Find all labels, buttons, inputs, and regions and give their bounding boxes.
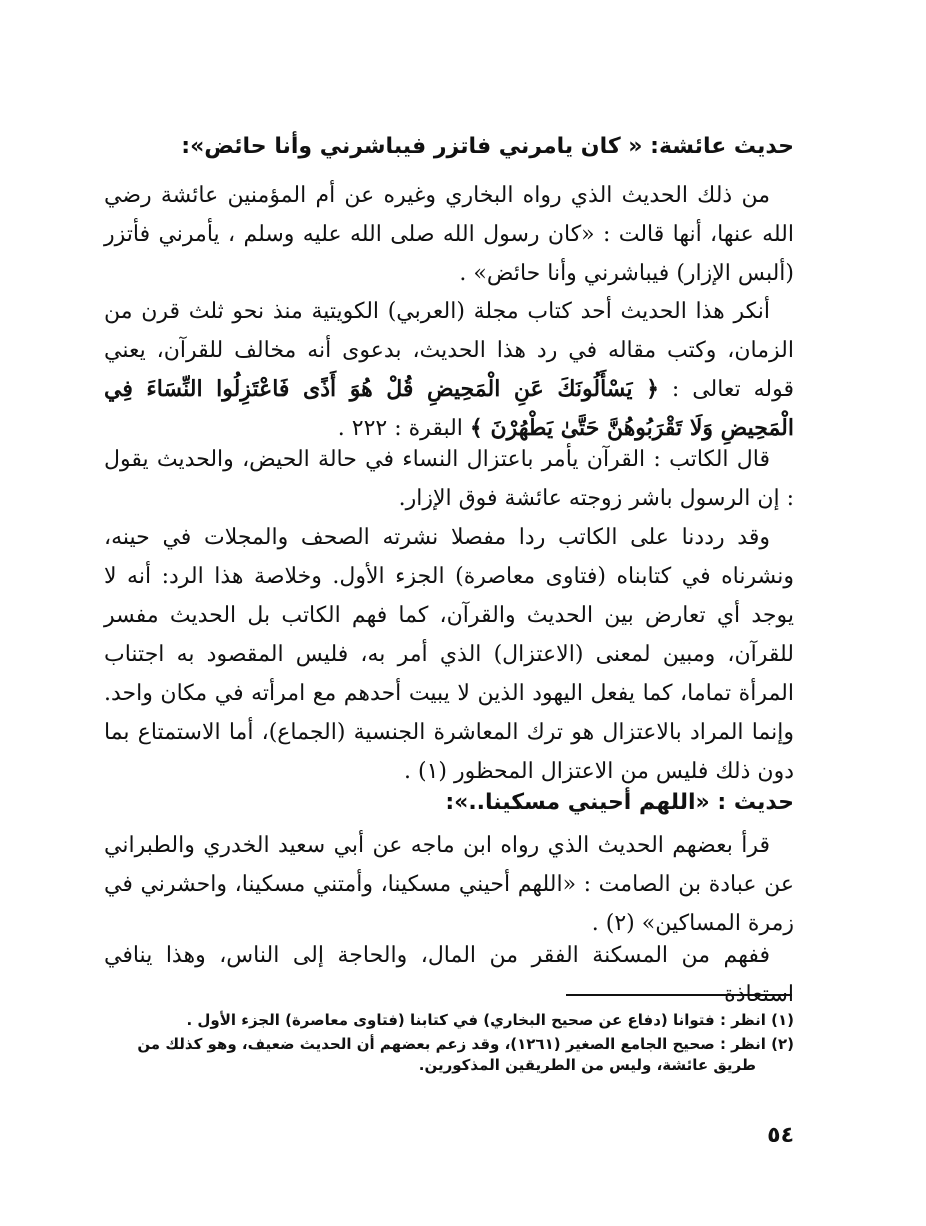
footnote-2-line-1: (٢) انظر : صحيح الجامع الصغير (١٢٦١)، وقد زعم بعضهم أن الحديث ضعيف، وهو كذلك من: [137, 1035, 794, 1053]
paragraph-3: [104, 440, 794, 518]
quran-reference: البقرة : ٢٢٢ .: [337, 416, 463, 441]
footnote-2-line-2: طريق عائشة، وليس من الطريقين المذكورين.: [418, 1056, 756, 1074]
section-heading-aisha-hadith: حديث عائشة: « كان يامرني فاتزر فيباشرني وأنا حائض»:: [181, 134, 794, 159]
paragraph-2-text: أنكر هذا الحديث أحد كتاب مجلة (العربي) الكويتية منذ نحو ثلث قرن من الزمان، وكتب مقاله في رد هذا الحديث، بدعوى أنه مخالف للقرآن، يعني قوله تعالى :: [104, 299, 794, 402]
footnote-1: (١) انظر : فتوانا (دفاع عن صحيح البخاري) في كتابنا (فتاوى معاصرة) الجزء الأول .: [186, 1011, 794, 1029]
paragraph-2: [104, 292, 794, 448]
paragraph-4: [104, 518, 794, 791]
footnote-separator: [566, 994, 792, 996]
quran-verse: ﴿ يَسْأَلُونَكَ عَنِ الْمَحِيضِ قُلْ هُوَ أَذًى فَاعْتَزِلُوا النِّسَاءَ فِي الْمَحِيضِ وَلَا تَقْرَبُوهُنَّ حَتَّىٰ يَطْهُرْنَ ﴾: [104, 376, 794, 441]
paragraph-5-text: قرأ بعضهم الحديث الذي رواه ابن ماجه عن أبي سعيد الخدري والطبراني عن عبادة بن الصامت : «اللهم أحيني مسكينا، وأمتني مسكينا، واحشرني في زمرة المساكين» (٢) .: [104, 833, 794, 936]
footnote-2: [104, 1034, 794, 1076]
paragraph-5: [104, 826, 794, 943]
paragraph-6-text: ففهم من المسكنة الفقر من المال، والحاجة إلى الناس، وهذا ينافي استعاذة: [104, 943, 794, 1007]
paragraph-6: [104, 936, 794, 1014]
paragraph-1-text: من ذلك الحديث الذي رواه البخاري وغيره عن أم المؤمنين عائشة رضي الله عنها، أنها قالت : «كان رسول الله صلى الله عليه وسلم ، يأمرني فأتزر (ألبس الإزار) فيباشرني وأنا حائض» .: [104, 183, 794, 286]
page-number: ٥٤: [767, 1123, 794, 1148]
paragraph-4-text: وقد رددنا على الكاتب ردا مفصلا نشرته الصحف والمجلات في حينه، ونشرناه في كتابناه (فتاوى معاصرة) الجزء الأول. وخلاصة هذا الرد: أنه لا يوجد أي تعارض بين الحديث والقرآن، كما فهم الكاتب بل الحديث مفسر للقرآن، ومبين لمعنى (الاعتزال) الذي أمر به، فليس المقصود به اجتناب المرأة تماما، كما يفعل اليهود الذين لا يبيت أحدهم مع امرأته في مكان واحد. وإنما المراد بالاعتزال هو ترك المعاشرة الجنسية (الجماع)، أما الاستمتاع بما دون ذلك فليس من الاعتزال المحظور (١) .: [104, 525, 794, 784]
section-heading-miskin-hadith: حديث : «اللهم أحيني مسكينا..»:: [445, 790, 794, 815]
paragraph-1: [104, 176, 794, 293]
paragraph-3-text: قال الكاتب : القرآن يأمر باعتزال النساء في حالة الحيض، والحديث يقول : إن الرسول باشر زوجته عائشة فوق الإزار.: [104, 447, 794, 511]
